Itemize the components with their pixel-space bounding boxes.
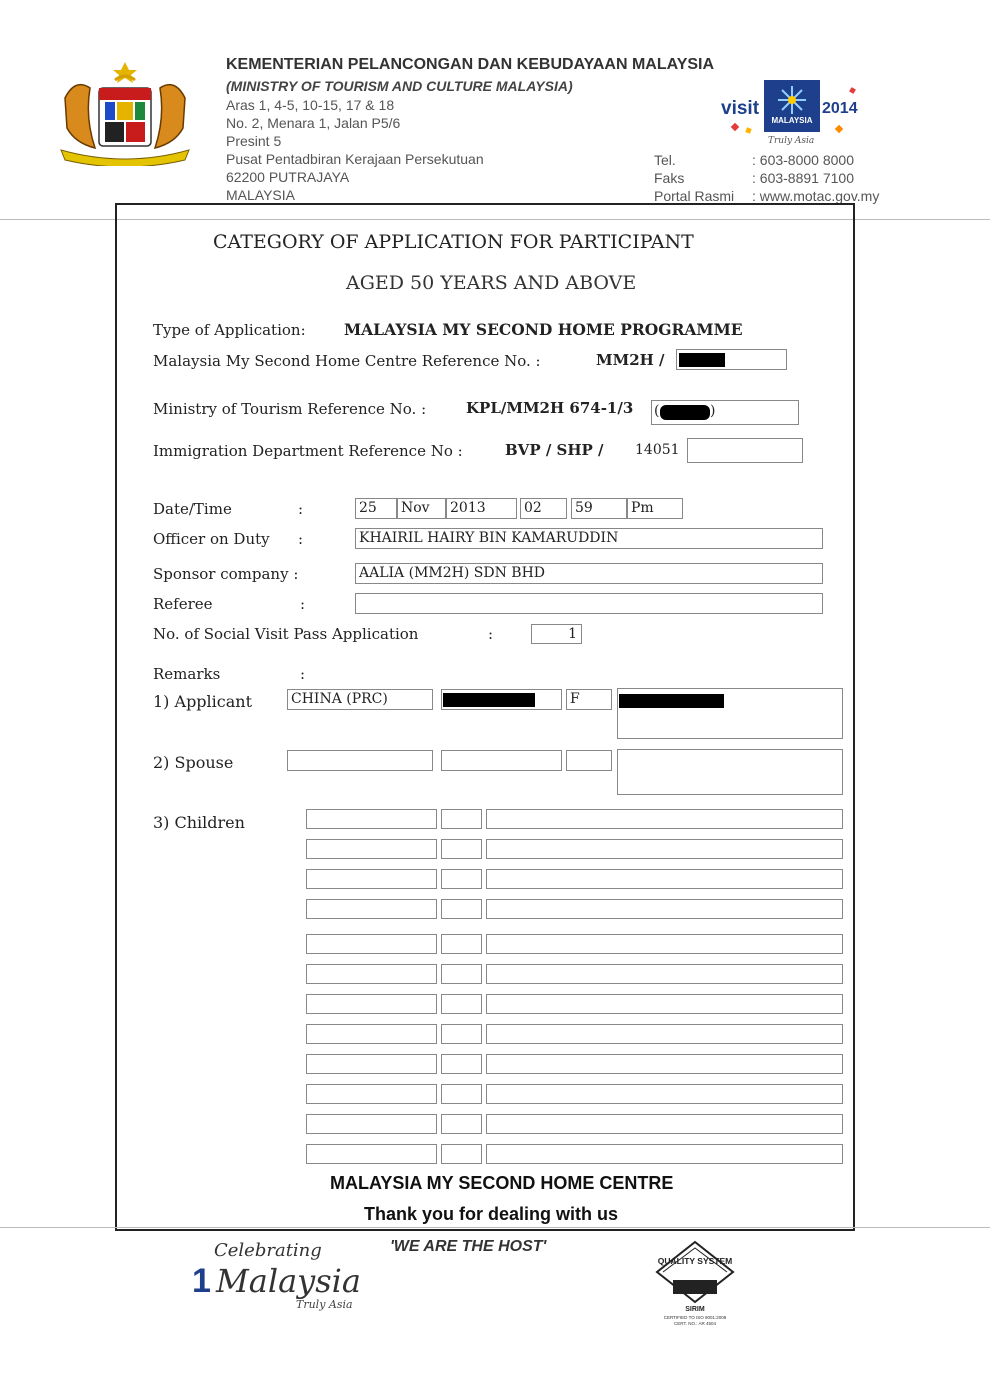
cert-line-1: CERTIFIED TO ISO 9001:2008 (663, 1315, 727, 1320)
immigration-reference-label: Immigration Department Reference No : (153, 442, 463, 460)
portal-value: : www.motac.gov.my (752, 188, 880, 204)
address-line-5: 62200 PUTRAJAYA (226, 169, 350, 185)
spouse-nationality-field[interactable] (287, 750, 433, 771)
time-hour-field[interactable]: 02 (520, 498, 567, 519)
form-title-line-1: CATEGORY OF APPLICATION FOR PARTICIPANT (213, 231, 694, 253)
child-name-field[interactable] (486, 934, 843, 954)
child-nationality-field[interactable] (306, 1084, 437, 1104)
centre-reference-label: Malaysia My Second Home Centre Reference No. : (153, 352, 541, 370)
child-name-field[interactable] (486, 964, 843, 984)
centre-reference-field[interactable] (676, 349, 787, 370)
one-malaysia-logo (190, 1238, 380, 1328)
immigration-reference-field[interactable] (687, 438, 803, 463)
remarks-label: Remarks (153, 665, 221, 683)
tourism-reference-field[interactable] (651, 400, 799, 425)
fax-value: : 603-8891 7100 (752, 170, 854, 186)
confetti-icon (731, 123, 739, 131)
paren-close: ) (710, 403, 716, 419)
footer-divider (0, 1227, 990, 1228)
one-numeral: 1 (192, 1262, 211, 1300)
confetti-icon (835, 125, 843, 133)
sirim-quality-logo (640, 1240, 750, 1332)
visit-logo-malaysia: MALAYSIA (771, 116, 813, 125)
paren-open: ( (654, 403, 660, 419)
visit-logo-year: 2014 (822, 100, 858, 117)
redaction-bar (619, 694, 724, 708)
child-nationality-field[interactable] (306, 934, 437, 954)
malaysia-script: Malaysia (216, 1262, 361, 1300)
portal-label: Portal Rasmi (654, 188, 735, 204)
confetti-icon (849, 87, 856, 94)
child-nationality-field[interactable] (306, 839, 437, 859)
spouse-passport-field[interactable] (441, 750, 562, 771)
child-gender-field[interactable] (441, 994, 482, 1014)
applicant-name-field[interactable] (617, 688, 843, 739)
child-gender-field[interactable] (441, 964, 482, 984)
quality-system-text: QUALITY SYSTEM (657, 1256, 733, 1266)
child-gender-field[interactable] (441, 899, 482, 919)
applicant-passport-field[interactable] (441, 689, 562, 710)
redaction-bar (443, 693, 535, 707)
coat-of-arms-logo (55, 58, 195, 166)
tel-label: Tel. (654, 152, 676, 168)
child-name-field[interactable] (486, 1024, 843, 1044)
child-nationality-field[interactable] (306, 1024, 437, 1044)
datetime-colon: : (298, 500, 304, 518)
time-minute-field[interactable]: 59 (571, 498, 627, 519)
child-gender-field[interactable] (441, 839, 482, 859)
date-year-field[interactable]: 2013 (446, 498, 517, 519)
child-nationality-field[interactable] (306, 809, 437, 829)
child-gender-field[interactable] (441, 809, 482, 829)
spouse-name-field[interactable] (617, 749, 843, 795)
confetti-icon (745, 127, 751, 133)
svp-colon: : (488, 625, 494, 643)
centre-name: MALAYSIA MY SECOND HOME CENTRE (330, 1173, 674, 1193)
officer-label: Officer on Duty (153, 530, 270, 548)
address-line-3: Presint 5 (226, 133, 282, 149)
children-label: 3) Children (153, 813, 245, 832)
immigration-reference-prefix: BVP / SHP / (505, 441, 604, 459)
type-of-application-value: MALAYSIA MY SECOND HOME PROGRAMME (344, 320, 743, 339)
visit-malaysia-2014-logo (718, 80, 868, 150)
sponsor-field[interactable]: AALIA (MM2H) SDN BHD (355, 563, 823, 584)
address-line-6: MALAYSIA (226, 187, 295, 203)
svp-count-field[interactable]: 1 (531, 624, 582, 644)
tourism-reference-value: KPL/MM2H 674-1/3 (466, 399, 634, 417)
applicant-gender-field[interactable]: F (566, 689, 612, 710)
cert-line-2: CERT. NO.: AR 4504 (674, 1321, 716, 1326)
time-ampm-field[interactable]: Pm (627, 498, 683, 519)
truly-asia-text: Truly Asia (296, 1298, 353, 1311)
remarks-colon: : (300, 665, 306, 683)
child-nationality-field[interactable] (306, 1114, 437, 1134)
type-of-application-label: Type of Application: (153, 321, 306, 339)
date-day-field[interactable]: 25 (355, 498, 397, 519)
tourism-reference-label: Ministry of Tourism Reference No. : (153, 400, 427, 418)
centre-reference-prefix: MM2H / (596, 351, 665, 369)
child-gender-field[interactable] (441, 1024, 482, 1044)
officer-field[interactable]: KHAIRIL HAIRY BIN KAMARUDDIN (355, 528, 823, 549)
child-gender-field[interactable] (441, 1144, 482, 1164)
tel-value: : 603-8000 8000 (752, 152, 854, 168)
address-line-2: No. 2, Menara 1, Jalan P5/6 (226, 115, 401, 131)
redaction-bar (660, 405, 710, 420)
child-name-field[interactable] (486, 899, 843, 919)
svp-count-label: No. of Social Visit Pass Application (153, 625, 419, 643)
child-gender-field[interactable] (441, 934, 482, 954)
visit-logo-tagline: Truly Asia (768, 136, 815, 146)
child-nationality-field[interactable] (306, 994, 437, 1014)
child-nationality-field[interactable] (306, 1144, 437, 1164)
child-nationality-field[interactable] (306, 869, 437, 889)
applicant-nationality-field[interactable]: CHINA (PRC) (287, 689, 433, 710)
child-name-field[interactable] (486, 809, 843, 829)
child-gender-field[interactable] (441, 1084, 482, 1104)
child-name-field[interactable] (486, 1084, 843, 1104)
spouse-gender-field[interactable] (566, 750, 612, 771)
date-month-field[interactable]: Nov (397, 498, 446, 519)
child-nationality-field[interactable] (306, 1054, 437, 1074)
redaction-bar (679, 353, 725, 367)
motto: 'WE ARE THE HOST' (390, 1238, 547, 1255)
thank-you-message: Thank you for dealing with us (364, 1204, 619, 1224)
child-nationality-field[interactable] (306, 899, 437, 919)
child-nationality-field[interactable] (306, 964, 437, 984)
sponsor-label: Sponsor company : (153, 565, 299, 583)
datetime-label: Date/Time (153, 500, 232, 518)
child-name-field[interactable] (486, 994, 843, 1014)
officer-colon: : (298, 530, 304, 548)
address-line-1: Aras 1, 4-5, 10-15, 17 & 18 (226, 97, 395, 113)
ministry-name: KEMENTERIAN PELANCONGAN DAN KEBUDAYAAN MALAYSIA (226, 56, 715, 73)
child-gender-field[interactable] (441, 1114, 482, 1134)
spouse-label: 2) Spouse (153, 753, 234, 772)
child-name-field[interactable] (486, 1114, 843, 1134)
child-name-field[interactable] (486, 1054, 843, 1074)
ministry-name-english: (MINISTRY OF TOURISM AND CULTURE MALAYSIA) (226, 78, 573, 94)
child-name-field[interactable] (486, 839, 843, 859)
referee-field[interactable] (355, 593, 823, 614)
celebrating-text: Celebrating (214, 1240, 322, 1261)
referee-label: Referee (153, 595, 213, 613)
form-title-line-2: AGED 50 YEARS AND ABOVE (346, 272, 637, 294)
sirim-text: SIRIM (685, 1306, 705, 1313)
child-gender-field[interactable] (441, 1054, 482, 1074)
visit-logo-word: visit (721, 98, 760, 119)
referee-colon: : (300, 595, 306, 613)
immigration-reference-number: 14051 (635, 442, 680, 458)
address-line-4: Pusat Pentadbiran Kerajaan Persekutuan (226, 151, 484, 167)
child-name-field[interactable] (486, 1144, 843, 1164)
applicant-label: 1) Applicant (153, 692, 253, 711)
fax-label: Faks (654, 170, 685, 186)
child-gender-field[interactable] (441, 869, 482, 889)
child-name-field[interactable] (486, 869, 843, 889)
